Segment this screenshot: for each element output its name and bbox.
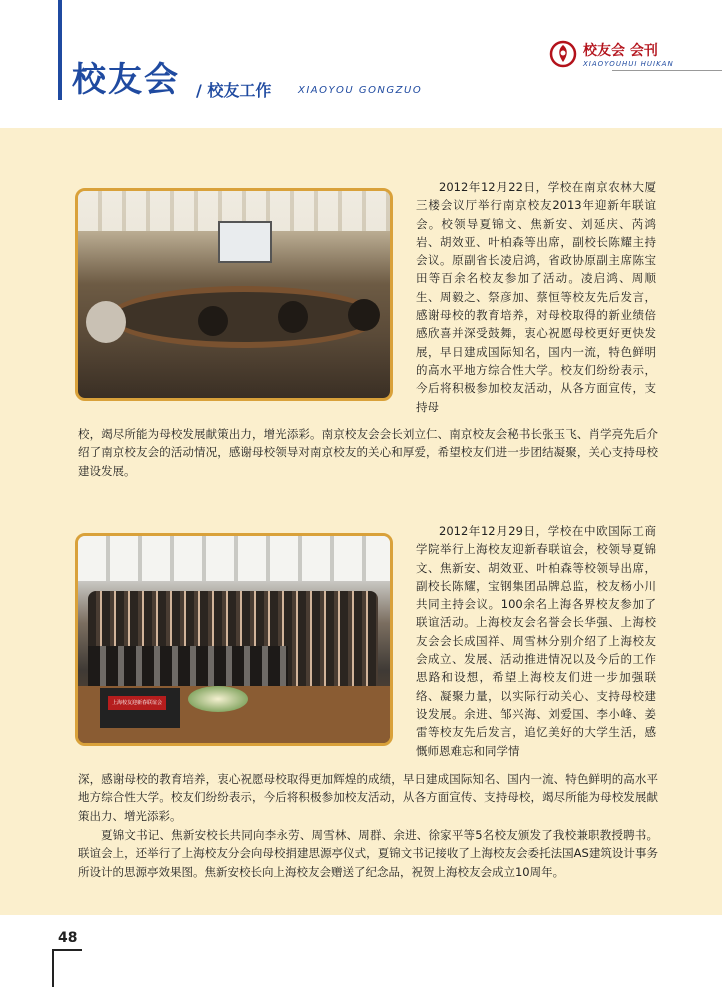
journal-title-pinyin: XIAOYOUHUI HUIKAN [583, 60, 674, 68]
alumni-emblem-icon [549, 40, 577, 68]
article-paragraph-awards: 夏锦文书记、焦新安校长共同向李永劳、周雪林、周群、余进、徐家平等5名校友颁发了我校兼职教授聘书。联谊会上，还举行了上海校友分会向母校捐建思源亭仪式，夏锦文书记接收了上海校友会委托法国AS建筑设计事务所设计的思源亭效果图。焦新安校长向上海校友会赠送了纪念品，祝贺上海校友会成立10周年。 [78, 828, 658, 879]
sub-title-pinyin: XIAOYOU GONGZUO [298, 85, 423, 96]
article-paragraph-nanjing-continued: 校，竭尽所能为母校发展献策出力，增光添彩。南京校友会会长刘立仁、南京校友会秘书长张玉飞、肖学亮先后介绍了南京校友会的活动情况，感谢母校领导对南京校友的关心和厚爱，希望校友们进一步团结凝聚，关心支持母校建设发展。 [78, 427, 658, 478]
footer-accent-bar [52, 950, 54, 987]
header-rule [612, 70, 722, 71]
photo-conference-table [108, 286, 380, 348]
page-number: 48 [58, 930, 78, 946]
photo-flowers [188, 686, 248, 712]
photo-ceiling [78, 536, 390, 581]
article-paragraph-nanjing: 2012年12月22日，学校在南京农林大厦三楼会议厅举行南京校友2013年迎新年联谊会。校领导夏锦文、焦新安、刘延庆、芮鸿岩、胡效亚、叶柏森等出席，副校长陈耀主持会议。原副省长凌启鸿，省政协原副主席陈宝田等百余名校友参加了活动。凌启鸿、周顺生、周毅之、祭彦加、蔡恒等校友先后发言，感谢母校的教育培养，对母校取得的新业绩倍感欣喜并深受鼓舞，衷心祝愿母校更好更快发展，早日建成国际知名，国内一流，特色鲜明的高水平地方综合性大学。校友们纷纷表示，今后将积极参加校友活动，从各方面宣传，支持母 [416, 180, 656, 414]
photo-attendee [278, 301, 308, 333]
page-number-underline [52, 949, 82, 951]
photo-attendee [198, 306, 228, 336]
article-paragraph-shanghai: 2012年12月29日，学校在中欧国际工商学院举行上海校友迎新春联谊会，校领导夏锦文、焦新安、胡效亚、叶柏森等校领导出席，副校长陈耀，宝钢集团品牌总监，校友杨小川共同主持会议。100余名上海各界校友参加了联谊活动。上海校友会名誉会长华强、上海校友会会长成国祥、周雪林分别介绍了上海校友会成立、发展、活动推进情况以及今后的工作思路和设想，希望上海校友们进一步加强联络、凝聚力量，以实际行动关心、支持母校建设发展。余进、邹兴海、刘爱国、李小峰、姜雷等校友先后发言，追忆美好的大学生活，感慨师恩难忘和同学情 [416, 524, 656, 758]
photo-banner-text: 上海校友迎新春联谊会 [108, 696, 166, 710]
photo-attendee [86, 301, 126, 343]
page-footer [0, 915, 722, 987]
shanghai-group-photo [75, 533, 393, 746]
header-accent-bar [58, 0, 62, 100]
journal-title: 校友会 会刊 [583, 43, 658, 59]
article-paragraph-shanghai-continued: 深，感谢母校的教育培养，衷心祝愿母校取得更加辉煌的成绩，早日建成国际知名、国内一流、特色鲜明的高水平地方综合性大学。校友们纷纷表示，今后将积极参加校友活动，从各方面宣传、支持母校，竭尽所能为母校发展献策出力、增光添彩。 [78, 772, 658, 823]
sub-title: / 校友工作 [196, 81, 272, 100]
section-title: 校友会 [72, 60, 180, 100]
nanjing-meeting-photo [75, 188, 393, 401]
photo-projection-screen [218, 221, 272, 263]
photo-attendee [348, 299, 380, 331]
page-header [0, 0, 722, 128]
